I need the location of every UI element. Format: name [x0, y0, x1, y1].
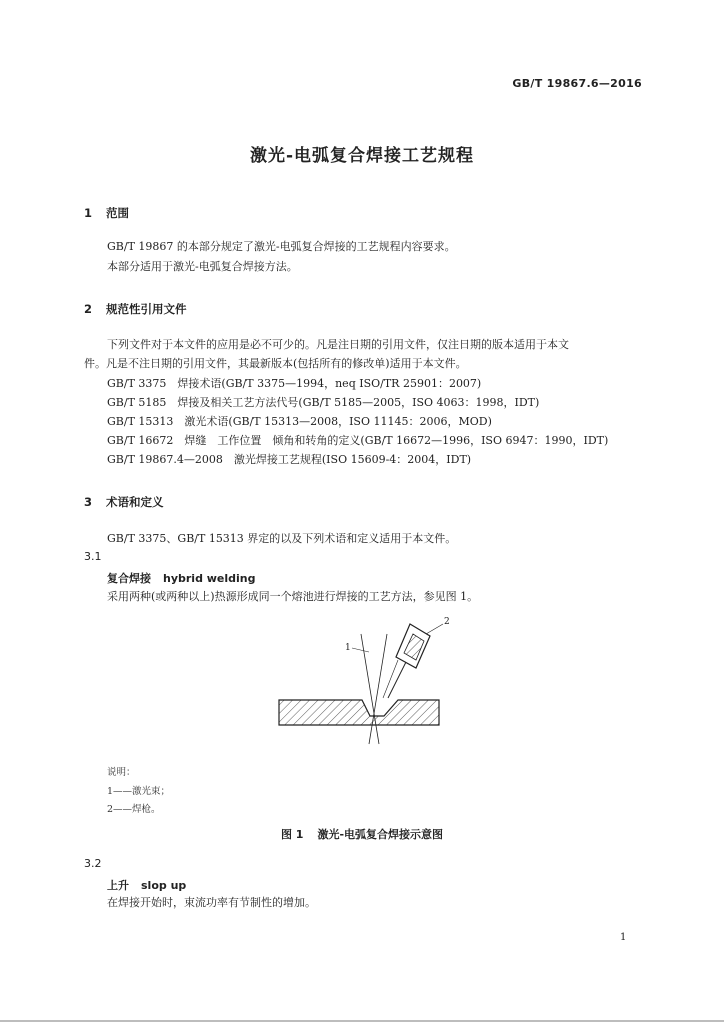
workpiece-plate [279, 700, 439, 725]
term-zh: 复合焊接 [107, 572, 151, 585]
term-en: slop up [141, 879, 187, 892]
section-number: 2 [84, 302, 93, 316]
figure-caption-label: 图 1 [280, 828, 304, 841]
welding-torch [383, 624, 430, 698]
section-3-heading [84, 494, 164, 510]
reference-item: GB/T 15313 激光术语(GB/T 15313—2008，ISO 11145：2006，MOD) [107, 415, 492, 428]
reference-item: GB/T 5185 焊接及相关工艺方法代号(GB/T 5185—2005，ISO 4063：1998，IDT) [107, 396, 540, 409]
document-title: 激光-电弧复合焊接工艺规程 [249, 146, 475, 166]
term-number: 3.1 [84, 550, 102, 563]
term-definition: 在焊接开始时，束流功率有节制性的增加。 [107, 896, 316, 909]
callout-2: 2 [444, 617, 450, 627]
callout-1: 1 [345, 643, 351, 653]
reference-item: GB/T 19867.4—2008 激光焊接工艺规程(ISO 15609-4：2004，IDT) [107, 453, 472, 466]
reference-item: GB/T 3375 焊接术语(GB/T 3375—1994，neq ISO/TR 25901：2007) [107, 377, 482, 390]
figure-legend-title: 说明： [107, 767, 136, 778]
term-definition: 采用两种(或两种以上)热源形成同一个熔池进行焊接的工艺方法，参见图 1。 [107, 590, 479, 603]
leader-line-1 [352, 648, 369, 652]
terms-intro: GB/T 3375、GB/T 15313 界定的以及下列术语和定义适用于本文件。 [107, 532, 457, 545]
bottom-border [0, 1020, 724, 1022]
figure-legend-item: 1——激光束； [107, 786, 171, 797]
term-zh: 上升 [107, 879, 129, 892]
reference-item: GB/T 16672 焊缝 工作位置 倾角和转角的定义(GB/T 16672—1996，ISO 6947：1990，IDT) [107, 434, 609, 447]
laser-beam-line [369, 634, 387, 744]
section-number: 3 [84, 495, 93, 509]
leader-line-2 [426, 624, 443, 634]
figure-caption-text: 激光-电弧复合焊接示意图 [317, 828, 444, 841]
normative-intro-line-2: 件。凡是不注日期的引用文件，其最新版本(包括所有的修改单)适用于本文件。 [84, 357, 467, 370]
term-heading [107, 570, 256, 586]
scope-paragraph-2: 本部分适用于激光-电弧复合焊接方法。 [107, 260, 298, 273]
section-title: 术语和定义 [106, 495, 164, 509]
scope-paragraph-1: GB/T 19867 的本部分规定了激光-电弧复合焊接的工艺规程内容要求。 [107, 240, 456, 253]
page-number: 1 [620, 932, 627, 943]
section-number: 1 [84, 206, 93, 220]
normative-intro-line-1: 下列文件对于本文件的应用是必不可少的。凡是注日期的引用文件，仅注日期的版本适用于本文 [107, 338, 569, 351]
figure-legend-item: 2——焊枪。 [107, 804, 161, 815]
term-number: 3.2 [84, 857, 102, 870]
section-1-heading [84, 205, 129, 221]
section-2-heading [84, 301, 187, 317]
section-title: 范围 [106, 206, 129, 220]
section-title: 规范性引用文件 [106, 302, 187, 316]
hybrid-welding-diagram [270, 612, 450, 748]
standard-number: GB/T 19867.6—2016 [512, 77, 642, 90]
term-heading [107, 877, 186, 893]
figure-caption [0, 826, 724, 842]
term-en: hybrid welding [163, 572, 256, 585]
